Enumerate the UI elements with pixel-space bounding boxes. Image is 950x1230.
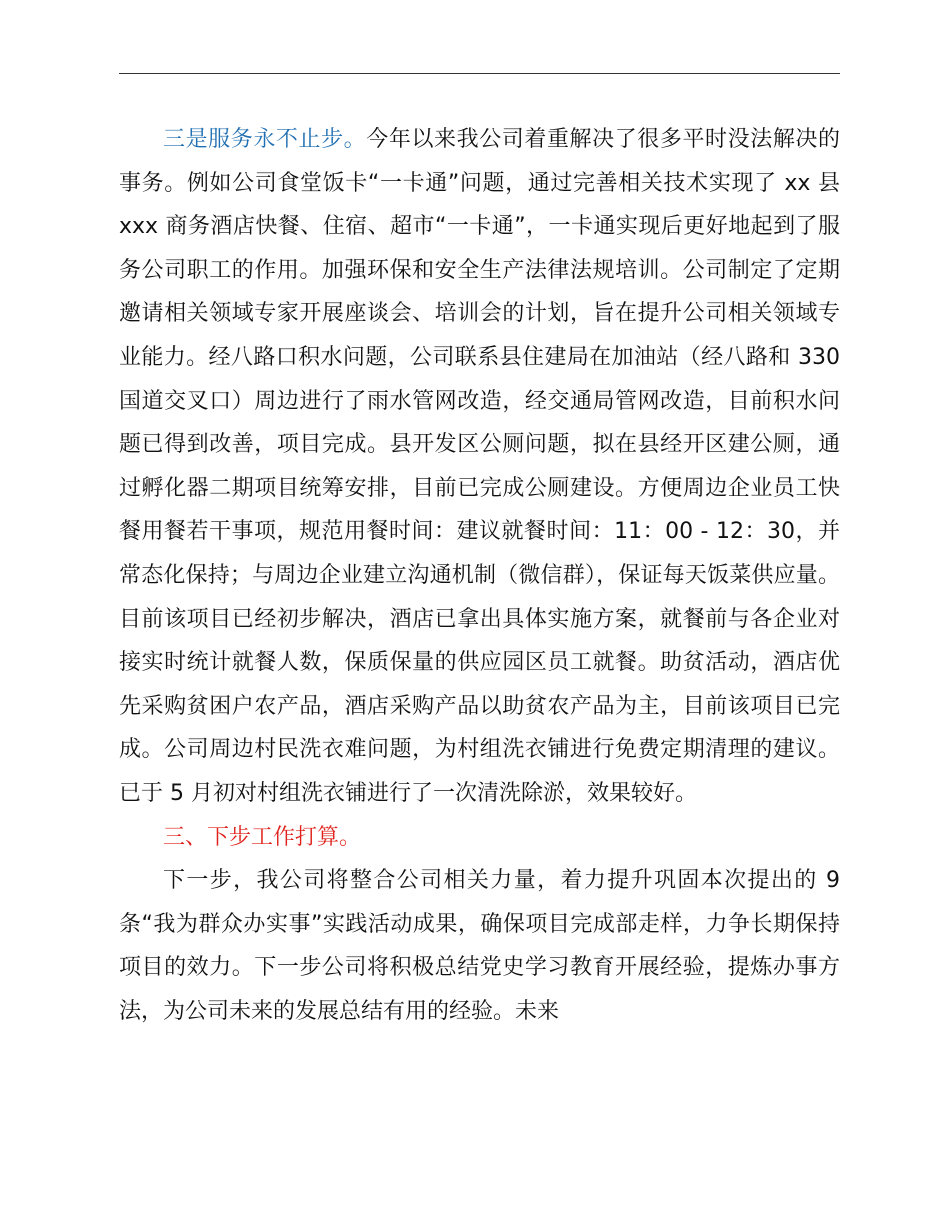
section-heading-next-steps: 三、下步工作打算。 (163, 824, 362, 850)
document-body (119, 118, 840, 1033)
section-heading-service: 三是服务永不止步。 (163, 127, 367, 152)
paragraph-next-steps: 下一步，我公司将整合公司相关力量，着力提升巩固本次提出的 9 条“我为群众办实事”实践活动成果，确保项目完成部走样，力争长期保持项目的效力。下一步公司将积极总结党史学习教育开展经验，提炼办事方法，为公司未来的发展总结有用的经验。未来 (119, 868, 840, 1024)
paragraph-service (119, 118, 840, 816)
paragraph-service-text: 今年以来我公司着重解决了很多平时没法解决的事务。例如公司食堂饭卡“一卡通”问题，通过完善相关技术实现了 xx 县 xxx 商务酒店快餐、住宿、超市“一卡通”，一卡通实现后更好地起到了服务公司职工的作用。加强环保和安全生产法律法规培训。公司制定了定期邀请相关领域专家开展座谈会、培训会的计划，旨在提升公司相关领域专业能力。经八路口积水问题，公司联系县住建局在加油站（经八路和 330 国道交叉口）周边进行了雨水管网改造，经交通局管网改造，目前积水问题已得到改善，项目完成。县开发区公厕问题，拟在县经开区建公厕，通过孵化器二期项目统筹安排，目前已完成公厕建设。方便周边企业员工快餐用餐若干事项，规范用餐时间：建议就餐时间：11：00 - 12：30，并常态化保持；与周边企业建立沟通机制（微信群），保证每天饭菜供应量。目前该项目已经初步解决，酒店已拿出具体实施方案，就餐前与各企业对接实时统计就餐人数，保质保量的供应园区员工就餐。助贫活动，酒店优先采购贫困户农产品，酒店采购产品以助贫农产品为主，目前该项目已完成。公司周边村民洗衣难问题，为村组洗衣铺进行免费定期清理的建议。已于 5 月初对村组洗衣铺进行了一次清洗除淤，效果较好。 (119, 127, 840, 806)
header-rule (119, 73, 840, 74)
